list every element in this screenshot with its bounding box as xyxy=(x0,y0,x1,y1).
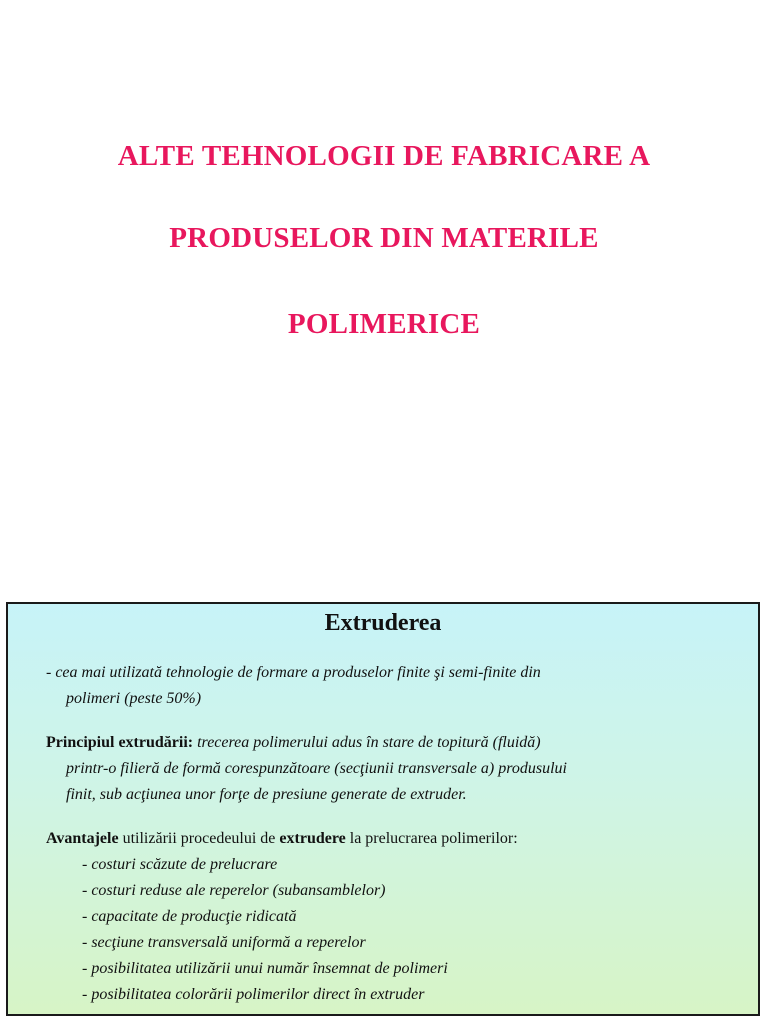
intro-line-1: - cea mai utilizată tehnologie de formare a produselor finite şi semi-finite din xyxy=(46,664,541,681)
principle-label: Principiul extrudării: xyxy=(46,734,194,751)
principle-line-3: finit, sub acţiunea unor forţe de presiune generate de extruder. xyxy=(66,786,467,803)
principle-line-2: printr-o filieră de formă corespunzătoare (secţiunii transversale a) produsului xyxy=(66,760,567,777)
advantage-item: - posibilitatea utilizării unui număr însemnat de polimeri xyxy=(82,960,448,977)
intro-line-2: polimeri (peste 50%) xyxy=(66,690,202,707)
advantages-text-1: utilizării procedeului de xyxy=(118,830,280,847)
extrusion-panel xyxy=(6,602,760,1016)
advantages-heading xyxy=(46,830,518,848)
advantage-item: - posibilitatea colorării polimerilor direct în extruder xyxy=(82,986,425,1003)
page-title-line-2: PRODUSELOR DIN MATERILE xyxy=(169,222,599,254)
advantage-item: - secţiune transversală uniformă a reperelor xyxy=(82,934,366,951)
advantages-text-2: la prelucrarea polimerilor: xyxy=(345,830,518,847)
page-title-line-3: POLIMERICE xyxy=(287,308,481,340)
advantage-item: - costuri scăzute de prelucrare xyxy=(82,856,278,873)
principle-text-1: trecerea polimerului adus în stare de topitură (fluidă) xyxy=(193,734,541,751)
panel-heading: Extruderea xyxy=(324,610,442,636)
advantage-item: - capacitate de producţie ridicată xyxy=(82,908,297,925)
advantages-label: Avantajele xyxy=(46,830,119,847)
advantage-item: - costuri reduse ale reperelor (subansamblelor) xyxy=(82,882,386,899)
principle-line-1 xyxy=(46,734,541,752)
page-title-line-1: ALTE TEHNOLOGII DE FABRICARE A xyxy=(117,140,651,172)
advantages-bold-2: extrudere xyxy=(279,830,346,847)
